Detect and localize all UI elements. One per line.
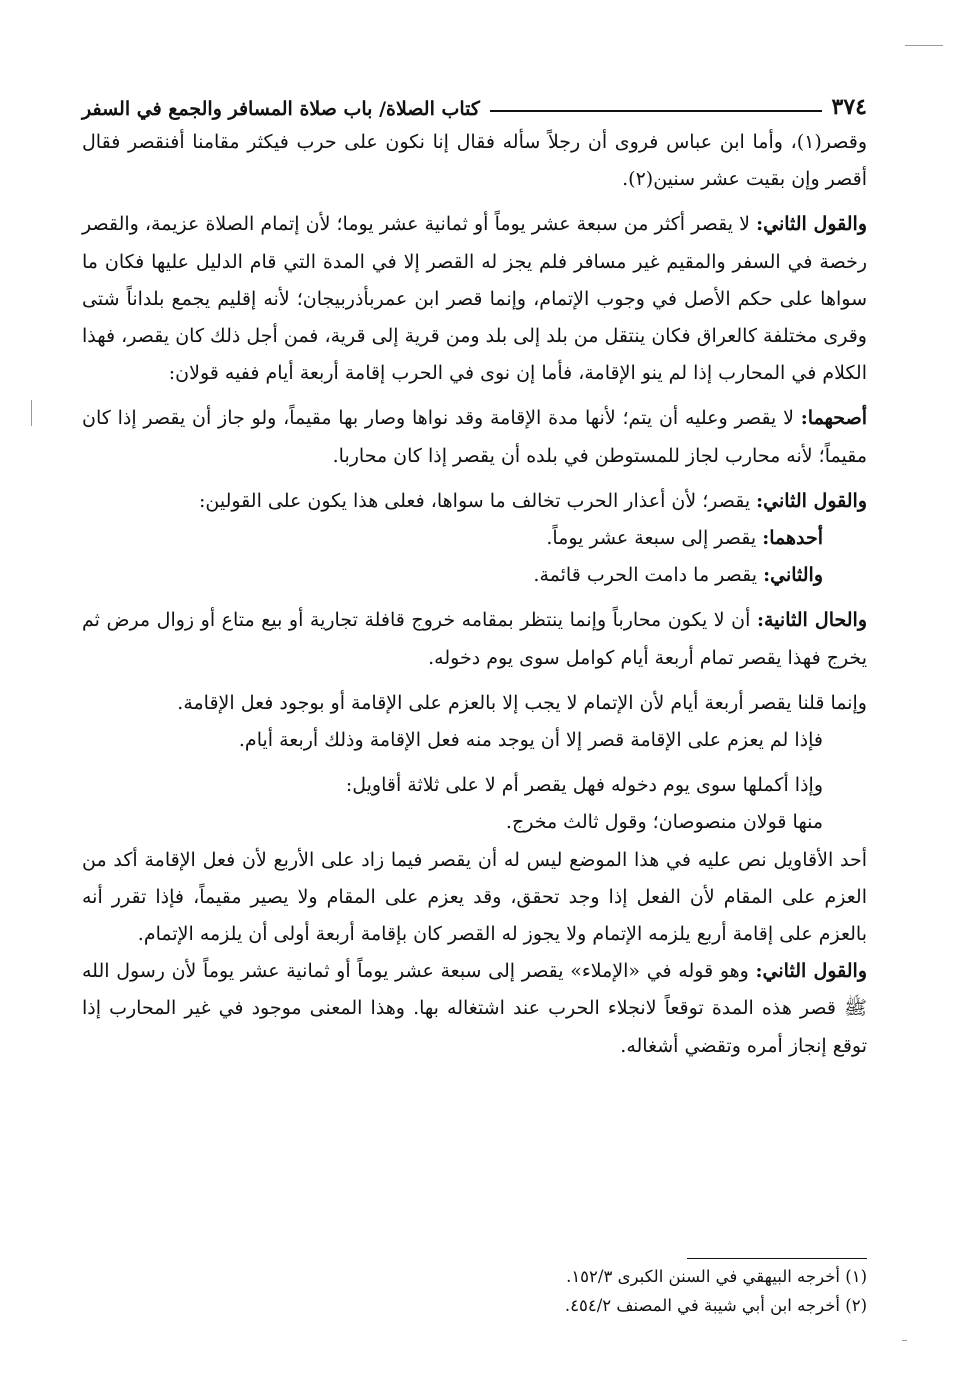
paragraph: والحال الثانية: أن لا يكون محارباً وإنما ينتظر بمقامه خروج قافلة تجارية أو بيع متاع أو زوال مرض ثم يخرج فهذا يقصر تمام أربعة أيام كوامل سوى يوم دخوله. bbox=[82, 609, 868, 669]
footnotes bbox=[300, 1262, 867, 1320]
paragraph: والقول الثاني: يقصر؛ لأن أعذار الحرب تخالف ما سواها، فعلى هذا يكون على القولين: bbox=[198, 489, 867, 512]
paragraph-label: والقول الثاني: bbox=[756, 489, 867, 512]
paragraph: وقصر(١)، وأما ابن عباس فروى أن رجلاً سأله فقال إنا نكون على حرب فيكثر مقامنا أفنقصر فقال أقصر وإن بقيت عشر سنين(٢). bbox=[82, 131, 867, 191]
paragraph-label: أحدهما: bbox=[762, 527, 823, 550]
paragraph-label: والقول الثاني: bbox=[756, 213, 868, 236]
paragraph: وإنما قلنا يقصر أربعة أيام لأن الإتمام لا يجب إلا بالعزم على الإقامة أو بوجود فعل الإقامة. bbox=[177, 691, 867, 714]
paragraph-label: أصحهما: bbox=[800, 407, 867, 430]
paragraph: أحدهما: يقصر إلى سبعة عشر يوماً. bbox=[546, 527, 823, 550]
header-rule bbox=[490, 110, 822, 112]
footnote: (٢) أخرجه ابن أبي شيبة في المصنف ٤٥٤/٢. bbox=[564, 1296, 867, 1315]
scan-speck bbox=[902, 1340, 907, 1341]
paragraph-label: والقول الثاني: bbox=[755, 960, 867, 983]
footnote-number: (٢) bbox=[845, 1296, 867, 1315]
footnote: (١) أخرجه البيهقي في السنن الكبرى ١٥٢/٣. bbox=[566, 1267, 867, 1286]
footnote-number: (١) bbox=[845, 1267, 867, 1286]
scan-speck bbox=[905, 45, 943, 46]
header-title: كتاب الصلاة/ باب صلاة المسافر والجمع في السفر bbox=[82, 98, 480, 120]
paragraph: والثاني: يقصر ما دامت الحرب قائمة. bbox=[533, 564, 823, 587]
main-text bbox=[82, 124, 867, 1065]
paragraph-label: والثاني: bbox=[763, 564, 823, 587]
paragraph: والقول الثاني: وهو قوله في «الإملاء» يقصر إلى سبعة عشر يوماً أو ثمانية عشر يوماً لأن رسول الله ﷺ قصر هذه المدة توقعاً لانجلاء الحرب عند اشتغاله بها. وهذا المعنى موجود في غير المحارب إذا توقع إنجاز أمره وتقضي أشغاله. bbox=[82, 960, 867, 1057]
paragraph: أصحهما: لا يقصر وعليه أن يتم؛ لأنها مدة الإقامة وقد نواها وصار بها مقيماً، ولو جاز أن يقصر إذا كان مقيماً؛ لأنه محارب لجاز للمستوطن في بلده أن يقصر إذا كان محاربا. bbox=[82, 407, 867, 467]
page-number: ٣٧٤ bbox=[831, 94, 867, 120]
paragraph: فإذا لم يعزم على الإقامة قصر إلا أن يوجد منه فعل الإقامة وذلك أربعة أيام. bbox=[238, 729, 823, 752]
running-header bbox=[82, 86, 867, 120]
paragraph: والقول الثاني: لا يقصر أكثر من سبعة عشر يوماً أو ثمانية عشر يوما؛ لأن إتمام الصلاة عزيمة، والقصر رخصة في السفر والمقيم غير مسافر فلم يجز له القصر إلا في المدة التي قام الدليل عليها فكان ما سواها على حكم الأصل في وجوب الإتمام، وإنما قصر ابن عمربأذربيجان؛ لأنه إقليم يجمع بلداناً شتى وقرى مختلفة كالعراق فكان ينتقل من بلد إلى بلد ومن قرية إلى قرية، فمن أجل ذلك كان يقصر، فهذا الكلام في المحارب إذا لم ينو الإقامة، فأما إن نوى في الحرب إقامة أربعة أيام ففيه قولان: bbox=[82, 213, 868, 385]
paragraph: وإذا أكملها سوى يوم دخوله فهل يقصر أم لا على ثلاثة أقاويل: bbox=[345, 774, 823, 797]
paragraph: منها قولان منصوصان؛ وقول ثالث مخرج. bbox=[505, 811, 823, 834]
footnote-rule bbox=[687, 1258, 867, 1259]
paragraph: أحد الأقاويل نص عليه في هذا الموضع ليس له أن يقصر فيما زاد على الأربع لأن فعل الإقامة أكد من العزم على المقام لأن الفعل إذا وجد تحقق، وقد يعزم على المقام ولا يصير مقيماً، فإذا تقرر أنه بالعزم على إقامة أربع يلزمه الإتمام ولا يجوز له القصر كان بإقامة أربعة أولى أن يلزمه الإتمام. bbox=[82, 848, 867, 946]
paragraph-label: والحال الثانية: bbox=[756, 609, 868, 632]
scan-speck bbox=[31, 400, 32, 426]
